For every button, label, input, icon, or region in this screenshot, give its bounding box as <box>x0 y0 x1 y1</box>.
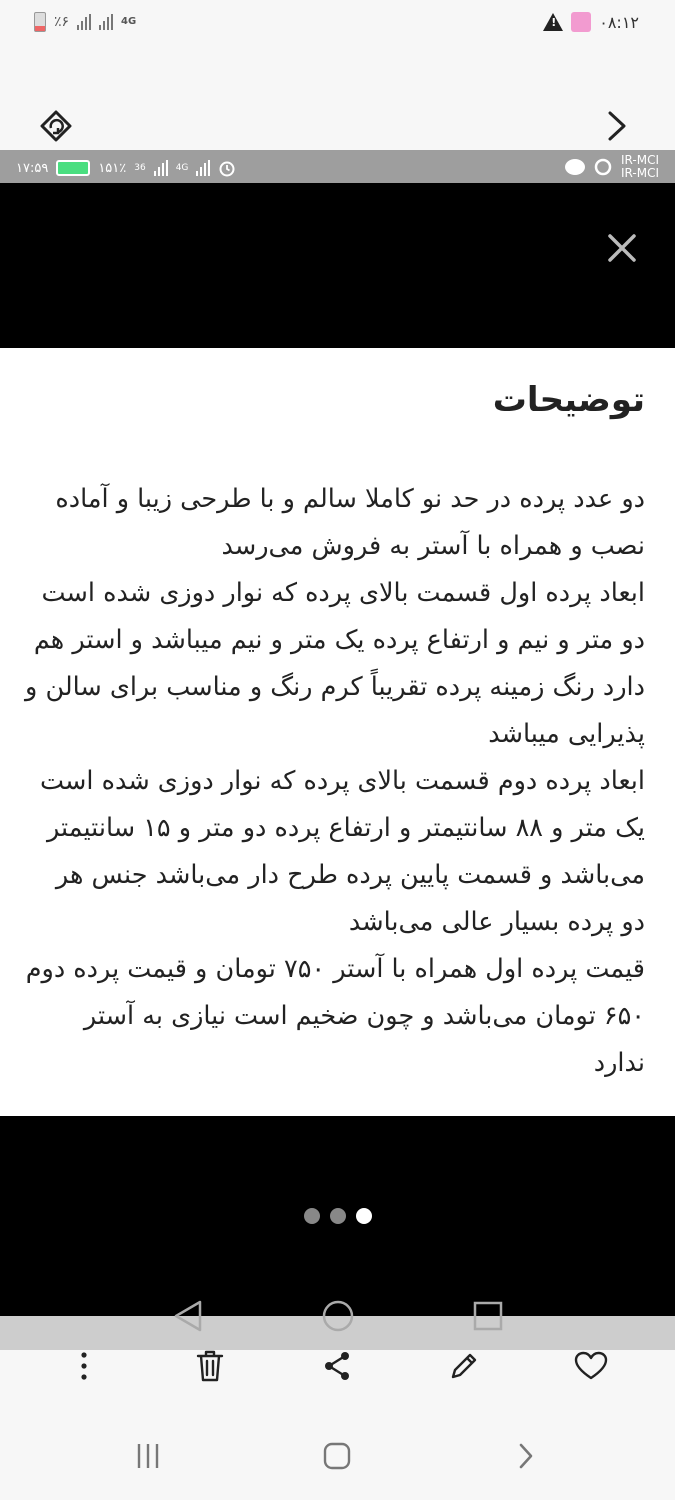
rotate-button[interactable] <box>38 108 74 144</box>
viewer-top-bar <box>0 98 675 154</box>
more-vertical-icon <box>79 1350 89 1382</box>
home-icon <box>322 1441 352 1471</box>
chevron-right-icon <box>600 110 632 142</box>
battery-icon <box>34 12 46 32</box>
close-button[interactable] <box>604 230 640 266</box>
carrier-bottom: IR-MCI <box>621 166 659 180</box>
close-icon <box>604 230 640 266</box>
page-dot[interactable] <box>304 1208 320 1224</box>
more-button[interactable] <box>64 1346 104 1386</box>
alarm-icon <box>218 159 236 177</box>
recents-button[interactable] <box>128 1436 168 1476</box>
rotate-icon <box>38 108 74 144</box>
page-indicator <box>304 1208 372 1224</box>
recents-icon <box>133 1442 163 1470</box>
status-time: ۰۸:۱۲ <box>599 12 639 32</box>
app-notification-icon <box>571 12 591 32</box>
inner-signal-icon <box>154 160 168 176</box>
network-type: 4G <box>121 16 137 27</box>
description-body: دو عدد پرده در حد نو کاملا سالم و با طرحی زیبا و آماده نصب و همراه با آستر به فروش می‌رسد ابعاد پرده اول قسمت بالای پرده که نوار دوزی شده است دو متر و نیم و ارتفاع پرده یک متر و نیم میباشد و استر هم دارد رنگ زمینه پرده تقریباً کرم رنگ و مناسب برای سالن و پذیرایی میباشد ابعاد پرده دوم قسمت بالای پرده که نوار دوزی شده است یک متر و ۸۸ سانتیمتر و ارتفاع پرده دو متر و ۱۵ سانتیمتر می‌باشد و قسمت پایین پرده طرح دار می‌باشد جنس هر دو پرده بسیار عالی می‌باشد قیمت پرده اول همراه با آستر ۷۵۰ تومان و قیمت پرده دوم ۶۵۰ تومان می‌باشد و چون ضخیم است نیازی به آستر ندارد <box>25 484 645 1078</box>
description-title: توضیحات <box>492 380 645 420</box>
message-icon <box>565 159 585 175</box>
system-nav-bar <box>0 1420 675 1490</box>
home-circle-icon <box>320 1298 356 1334</box>
edit-button[interactable] <box>444 1346 484 1386</box>
share-icon <box>321 1350 353 1382</box>
inner-signal-icon-2 <box>196 160 210 176</box>
description-panel <box>0 348 675 1116</box>
signal-icon-2 <box>99 14 113 30</box>
warning-icon <box>543 13 563 31</box>
inner-battery: ۱۵۱٪ <box>98 160 127 176</box>
image-viewer[interactable] <box>0 150 675 1350</box>
inner-network: 4G <box>175 163 189 173</box>
share-button[interactable] <box>317 1346 357 1386</box>
pencil-icon <box>448 1350 480 1382</box>
back-triangle-icon <box>172 1298 204 1334</box>
carrier-top: IR-MCI <box>621 153 659 167</box>
inner-status-bar <box>0 150 675 183</box>
battery-percent: ٪۶ <box>54 14 70 30</box>
sync-icon <box>593 157 613 177</box>
chevron-right-icon <box>516 1441 536 1471</box>
page-dot-active[interactable] <box>356 1208 372 1224</box>
heart-icon <box>574 1351 608 1381</box>
status-left <box>34 12 136 32</box>
next-button[interactable] <box>600 110 632 142</box>
inner-battery-icon <box>56 160 90 176</box>
inner-signal-label: 36 <box>134 163 146 173</box>
trash-icon <box>194 1349 226 1383</box>
action-toolbar <box>0 1340 675 1392</box>
back-button[interactable] <box>506 1436 546 1476</box>
home-button[interactable] <box>317 1436 357 1476</box>
page-dot[interactable] <box>330 1208 346 1224</box>
status-right <box>543 12 639 32</box>
recents-square-icon <box>472 1298 504 1334</box>
signal-icon <box>77 14 91 30</box>
delete-button[interactable] <box>190 1346 230 1386</box>
status-bar <box>0 0 675 50</box>
favorite-button[interactable] <box>571 1346 611 1386</box>
inner-time: ۱۷:۵۹ <box>16 160 49 176</box>
